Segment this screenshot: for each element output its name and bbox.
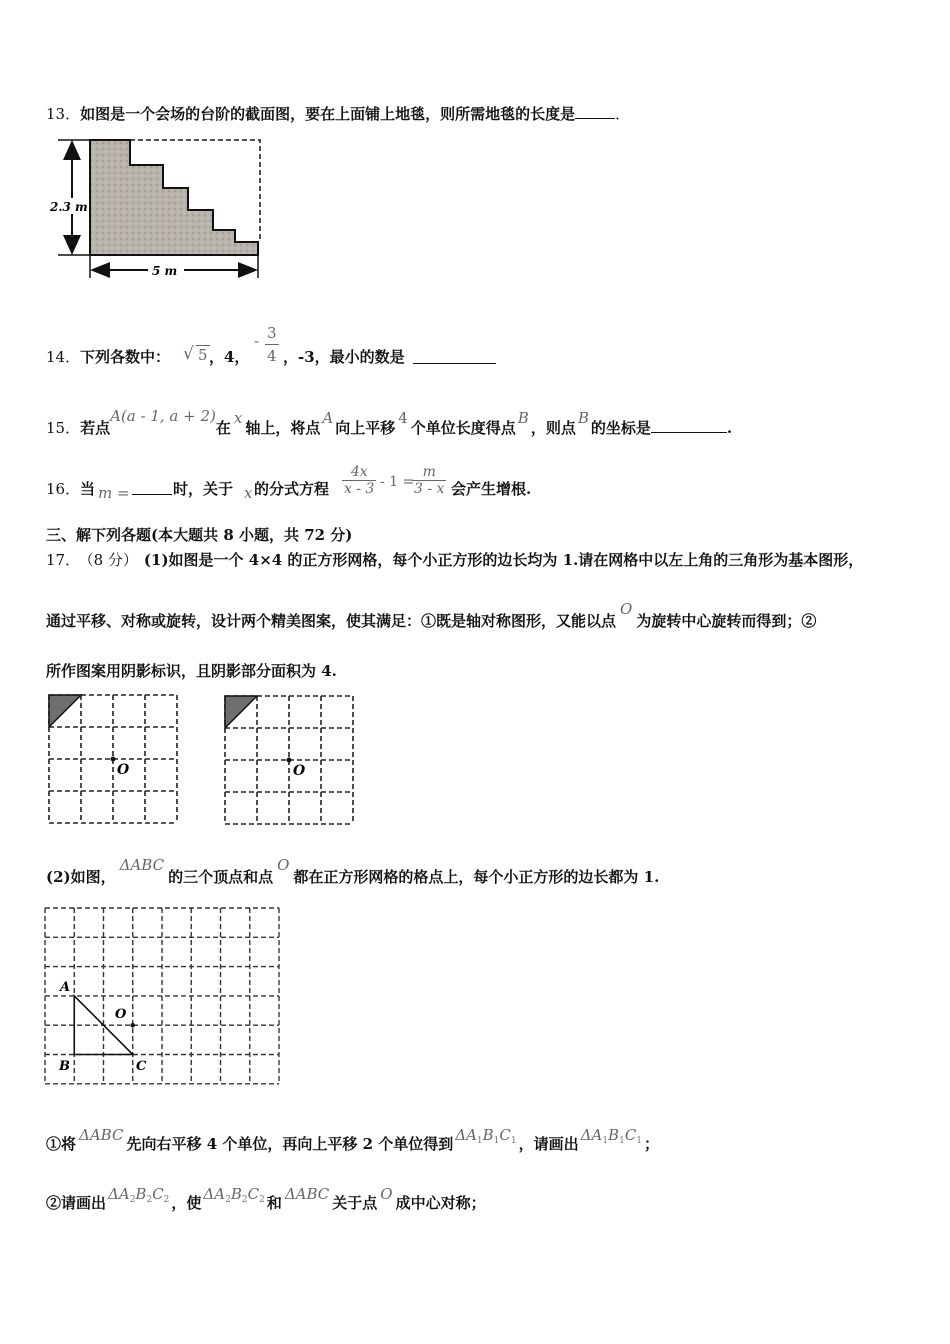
question-number: 15． — [46, 419, 81, 437]
subscript: 1 — [510, 1136, 517, 1146]
question-text: 向上平移 — [335, 419, 396, 437]
var-A: A — [322, 409, 334, 427]
width-label: 5 m — [152, 264, 178, 278]
subscript: 1 — [493, 1136, 500, 1146]
question-number: 14． — [46, 348, 81, 366]
label-a: A — [60, 980, 71, 995]
question-text: 先向右平移 4 个单位，再向上平移 2 个单位得到 — [126, 1135, 454, 1153]
question-17-step1 — [46, 1126, 660, 1155]
var-O: O — [620, 600, 633, 618]
var-x: x — [244, 484, 253, 502]
tri-part: ΔA — [108, 1185, 130, 1203]
point-expression: A(a - 1, a + 2) — [110, 407, 216, 425]
question-number: 13． — [46, 105, 81, 123]
question-text: 成中心对称； — [395, 1194, 486, 1212]
var-O: O — [380, 1185, 393, 1203]
question-text: 轴上，将点 — [245, 419, 321, 437]
tri-part: ΔA — [580, 1126, 603, 1144]
question-text: ①将 — [46, 1135, 77, 1153]
stairs-figure — [48, 130, 273, 280]
triangle-a1b1c1 — [579, 1126, 644, 1144]
question-text: 和 — [266, 1194, 282, 1212]
question-text: 若点 — [80, 419, 111, 437]
minus-sign: - — [254, 332, 260, 350]
punct: . — [726, 419, 733, 437]
label-b: B — [59, 1059, 70, 1074]
sqrt-sign: √ — [183, 344, 194, 364]
question-text: 个单位长度得点 — [410, 419, 516, 437]
answer-blank — [651, 431, 727, 433]
question-text: 会产生增根. — [451, 480, 532, 498]
number-4: 4 — [398, 409, 408, 427]
subscript: 2 — [146, 1195, 153, 1205]
label-o: O — [115, 1007, 127, 1022]
question-text: 在 — [215, 419, 231, 437]
question-text: (1)如图是一个 4×4 的正方形网格，每个小正方形的边长均为 1.请在网格中以左上角的三角形为基本图形， — [143, 551, 864, 569]
fraction-numerator: 3 — [265, 322, 279, 345]
triangle-a2b2c2 — [201, 1185, 266, 1203]
tri-part: ΔA — [455, 1126, 477, 1144]
tri-part: B — [608, 1126, 620, 1144]
punct: ． — [615, 105, 631, 123]
triangle-abc: ΔABC — [284, 1185, 330, 1203]
grid-4x4-left — [46, 692, 181, 827]
tri-part: B — [230, 1185, 242, 1203]
question-text: ，则点 — [530, 419, 576, 437]
tri-part: C — [624, 1126, 637, 1144]
base-triangle — [225, 696, 257, 728]
center-point — [287, 758, 292, 763]
question-text: 时，关于 — [173, 480, 234, 498]
label-c: C — [136, 1059, 147, 1074]
fraction-denominator: 3 - x — [414, 481, 445, 497]
fraction-denominator: 4 — [267, 347, 277, 365]
question-17-part2 — [46, 856, 660, 887]
question-17-line1 — [46, 549, 863, 570]
sqrt-radicand: 5 — [198, 346, 208, 364]
question-text: 的分式方程 — [254, 480, 330, 498]
question-17-step2 — [46, 1185, 486, 1214]
center-label: O — [117, 762, 130, 778]
fraction-4x — [342, 464, 376, 497]
var-m: m = — [98, 484, 130, 502]
question-text: 下列各数中： — [80, 348, 171, 366]
score: （8 分） — [86, 551, 138, 569]
question-text: 为旋转中心旋转而得到；② — [636, 612, 817, 630]
answer-blank — [575, 117, 615, 119]
question-text: 的坐标是 — [590, 419, 651, 437]
fraction-m — [412, 464, 446, 497]
subscript: 1 — [636, 1136, 643, 1146]
triangle-a2b2c2 — [106, 1185, 171, 1203]
subscript: 2 — [129, 1195, 136, 1205]
subscript: 2 — [225, 1195, 231, 1205]
tri-part: C — [247, 1185, 260, 1203]
question-text: 的三个顶点和点 — [168, 868, 274, 886]
question-15 — [46, 407, 733, 438]
question-number: 17． — [46, 551, 81, 569]
fraction-denominator: x - 3 — [344, 481, 375, 497]
subscript: 1 — [476, 1136, 483, 1146]
triangle-abc: ΔABC — [119, 856, 165, 874]
base-triangle — [49, 695, 81, 727]
triangle-abc: ΔABC — [79, 1126, 124, 1144]
question-13 — [46, 103, 630, 124]
var-B: B — [517, 409, 529, 427]
question-17-line3: 所作图案用阴影标识，且阴影部分面积为 4. — [46, 662, 337, 680]
fraction-numerator: 4x — [342, 464, 376, 481]
subscript: 2 — [163, 1195, 170, 1205]
answer-blank — [132, 493, 172, 495]
equation-middle: - 1 = — [380, 474, 415, 490]
stairs-shape — [90, 140, 258, 255]
tri-part: B — [482, 1126, 494, 1144]
tri-part: ΔA — [203, 1185, 226, 1203]
question-text: ②请画出 — [46, 1194, 107, 1212]
point-o — [130, 1023, 135, 1028]
punct: ； — [644, 1135, 660, 1153]
grid-triangle-abc — [42, 905, 287, 1087]
var-B: B — [577, 409, 589, 427]
question-text: 如图是一个会场的台阶的截面图，要在上面铺上地毯，则所需地毯的长度是 — [80, 105, 576, 123]
section-heading: 三、解下列各题(本大题共 8 小题，共 72 分) — [46, 526, 353, 544]
var-O: O — [277, 856, 290, 874]
subscript: 1 — [619, 1136, 625, 1146]
question-text: 都在正方形网格的格点上，每个小正方形的边长都为 1. — [293, 868, 660, 886]
question-text: (2)如图， — [46, 868, 116, 886]
question-text: ，使 — [171, 1194, 202, 1212]
subscript: 1 — [602, 1136, 609, 1146]
question-text: ，-3，最小的数是 — [283, 348, 405, 366]
fraction — [265, 322, 279, 367]
height-label: 2.3 m — [50, 200, 88, 214]
answer-blank — [413, 362, 496, 364]
center-label: O — [293, 763, 306, 779]
question-text: 通过平移、对称或旋转，设计两个精美图案，使其满足：①既是轴对称图形，又能以点 — [46, 612, 617, 630]
question-text: 关于点 — [332, 1194, 378, 1212]
center-point — [111, 757, 116, 762]
question-number: 16． — [46, 480, 81, 498]
subscript: 2 — [259, 1195, 265, 1205]
question-text: ，请画出 — [518, 1135, 579, 1153]
question-text: ，4， — [209, 348, 250, 366]
subscript: 2 — [241, 1195, 248, 1205]
tri-part: C — [152, 1185, 164, 1203]
tri-part: B — [135, 1185, 147, 1203]
triangle-a1b1c1 — [453, 1126, 518, 1144]
question-text: 当 — [80, 480, 96, 498]
grid-4x4-right — [222, 693, 357, 828]
var-x: x — [233, 409, 243, 427]
tri-part: C — [499, 1126, 511, 1144]
fraction-numerator: m — [412, 464, 446, 481]
question-17-line2 — [46, 600, 817, 631]
